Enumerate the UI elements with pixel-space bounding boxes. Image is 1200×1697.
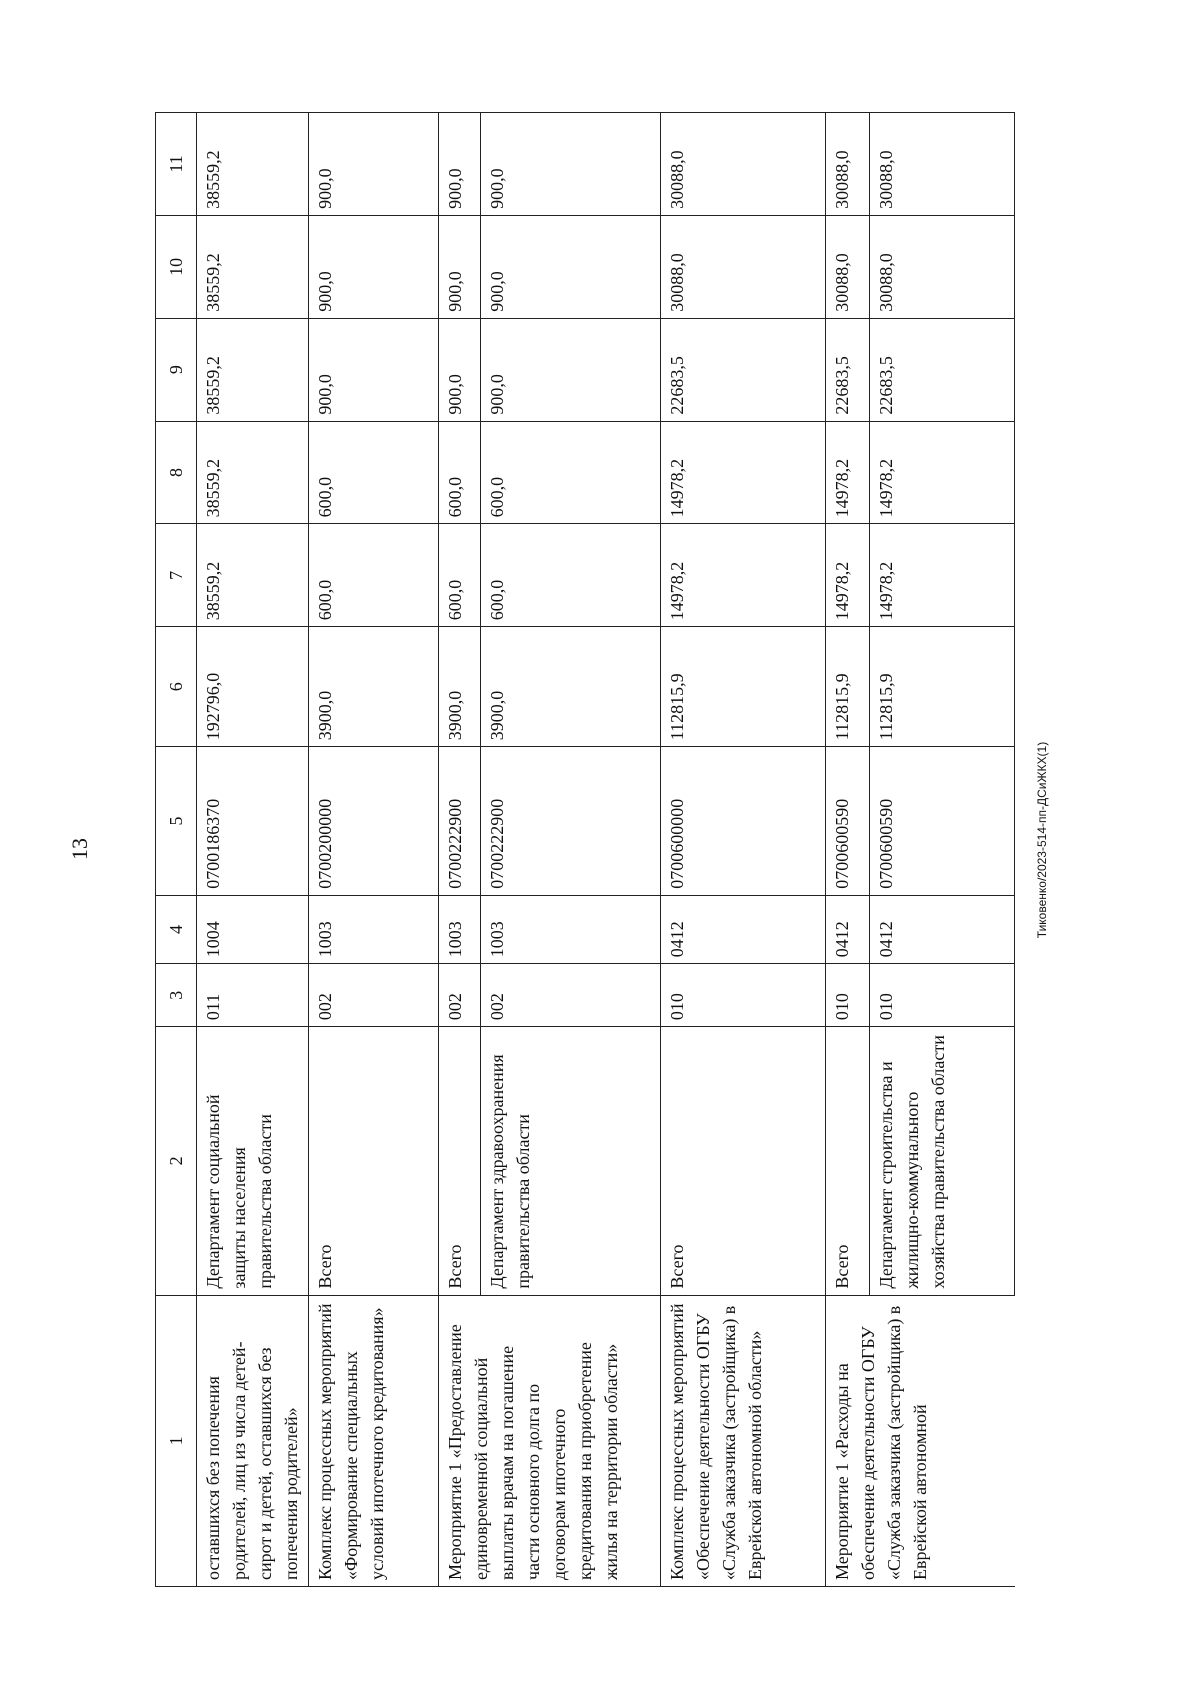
table-row — [826, 113, 870, 1587]
cell: 112815,9 — [661, 627, 826, 747]
cell: 002 — [439, 964, 481, 1027]
cell: 0700222900 — [481, 747, 661, 896]
cell: 30088,0 — [870, 215, 1015, 318]
cell: 0700600590 — [826, 747, 870, 896]
cell: 30088,0 — [826, 113, 870, 216]
cell: 0412 — [661, 895, 826, 964]
cell: 38559,2 — [197, 318, 309, 421]
cell: 900,0 — [309, 215, 439, 318]
cell: 0700222900 — [439, 747, 481, 896]
column-header: 3 — [156, 964, 197, 1027]
rotated-table-container — [155, 112, 1015, 1587]
row-executor: Всего — [309, 1027, 439, 1296]
cell: 3900,0 — [481, 627, 661, 747]
cell: 1003 — [309, 895, 439, 964]
row-executor: Всего — [661, 1027, 826, 1296]
cell: 0700200000 — [309, 747, 439, 896]
cell: 30088,0 — [661, 113, 826, 216]
cell: 002 — [481, 964, 661, 1027]
cell: 38559,2 — [197, 215, 309, 318]
cell: 900,0 — [439, 113, 481, 216]
row-executor: Всего — [826, 1027, 870, 1296]
column-header: 10 — [156, 215, 197, 318]
cell: 14978,2 — [826, 421, 870, 524]
cell: 14978,2 — [661, 421, 826, 524]
row-description: Мероприятие 1 «Предоставление единовременной социальной выплаты врачам на погашение части основного долга по договорам ипотечного кредитования на приобретение жилья на территории области» — [439, 1295, 661, 1586]
cell: 600,0 — [439, 524, 481, 627]
row-executor: Департамент строительства и жилищно-коммунального хозяйства правительства области — [870, 1027, 1015, 1296]
cell: 600,0 — [439, 421, 481, 524]
cell: 010 — [826, 964, 870, 1027]
column-header: 4 — [156, 895, 197, 964]
cell: 22683,5 — [661, 318, 826, 421]
column-header: 1 — [156, 1295, 197, 1586]
cell: 900,0 — [309, 318, 439, 421]
cell: 30088,0 — [870, 113, 1015, 216]
column-header: 7 — [156, 524, 197, 627]
cell: 900,0 — [481, 113, 661, 216]
column-header: 11 — [156, 113, 197, 216]
cell: 22683,5 — [826, 318, 870, 421]
cell: 1004 — [197, 895, 309, 964]
cell: 38559,2 — [197, 113, 309, 216]
cell: 14978,2 — [661, 524, 826, 627]
row-description: оставшихся без попечения родителей, лиц из числа детей-сирот и детей, оставшихся без попечения родителей» — [197, 1295, 309, 1586]
cell: 600,0 — [309, 421, 439, 524]
cell: 14978,2 — [870, 524, 1015, 627]
cell: 600,0 — [481, 421, 661, 524]
cell: 38559,2 — [197, 524, 309, 627]
cell: 600,0 — [481, 524, 661, 627]
table-row — [309, 113, 439, 1587]
cell: 900,0 — [439, 215, 481, 318]
cell: 22683,5 — [870, 318, 1015, 421]
column-header: 2 — [156, 1027, 197, 1296]
table-row — [197, 113, 309, 1587]
cell: 14978,2 — [870, 421, 1015, 524]
cell: 112815,9 — [826, 627, 870, 747]
column-header: 5 — [156, 747, 197, 896]
cell: 30088,0 — [661, 215, 826, 318]
cell: 900,0 — [481, 318, 661, 421]
cell: 0700186370 — [197, 747, 309, 896]
column-header: 6 — [156, 627, 197, 747]
table-row — [661, 113, 826, 1587]
cell: 112815,9 — [870, 627, 1015, 747]
cell: 002 — [309, 964, 439, 1027]
column-header: 9 — [156, 318, 197, 421]
row-description: Комплекс процессных мероприятий «Обеспечение деятельности ОГБУ «Служба заказчика (застройщика) в Еврейской автономной области» — [661, 1295, 826, 1586]
cell: 0412 — [826, 895, 870, 964]
cell: 1003 — [439, 895, 481, 964]
header-row — [156, 113, 197, 1587]
cell: 0700600590 — [870, 747, 1015, 896]
row-description: Комплекс процессных мероприятий «Формирование специальных условий ипотечного кредитования» — [309, 1295, 439, 1586]
cell: 010 — [870, 964, 1015, 1027]
cell: 0700600000 — [661, 747, 826, 896]
column-header: 8 — [156, 421, 197, 524]
cell: 010 — [661, 964, 826, 1027]
cell: 900,0 — [439, 318, 481, 421]
table-row — [439, 113, 481, 1587]
document-footer: Тиковенко/2023-514-пп-ДСиЖКХ(1) — [1035, 741, 1049, 939]
cell: 900,0 — [481, 215, 661, 318]
row-description: Мероприятие 1 «Расходы на обеспечение деятельности ОГБУ «Служба заказчика (застройщика) в Еврейской автономной — [826, 1295, 1015, 1586]
row-executor: Всего — [439, 1027, 481, 1296]
cell: 900,0 — [309, 113, 439, 216]
row-executor: Департамент социальной защиты населения правительства области — [197, 1027, 309, 1296]
page-number: 13 — [67, 838, 92, 860]
cell: 0412 — [870, 895, 1015, 964]
cell: 3900,0 — [439, 627, 481, 747]
cell: 011 — [197, 964, 309, 1027]
cell: 1003 — [481, 895, 661, 964]
cell: 600,0 — [309, 524, 439, 627]
cell: 3900,0 — [309, 627, 439, 747]
cell: 30088,0 — [826, 215, 870, 318]
cell: 14978,2 — [826, 524, 870, 627]
row-executor: Департамент здравоохранения правительства области — [481, 1027, 661, 1296]
cell: 38559,2 — [197, 421, 309, 524]
budget-table — [155, 112, 1015, 1587]
cell: 192796,0 — [197, 627, 309, 747]
